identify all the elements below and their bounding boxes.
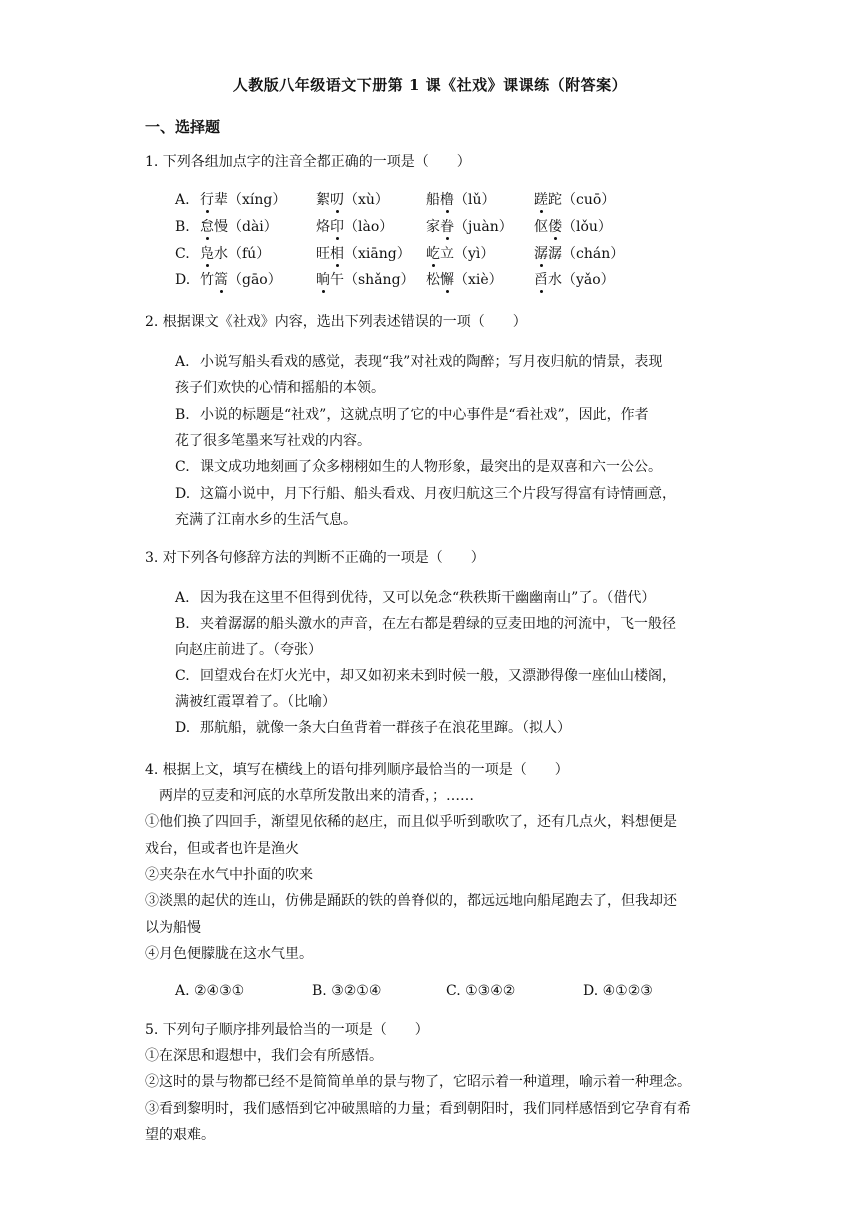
- item-pinyin: （xiè）: [454, 272, 503, 288]
- option-text: 那航船，就像一条大白鱼背着一群孩子在浪花里蹿。（拟人）: [200, 720, 571, 736]
- item-pre: 松: [426, 272, 440, 288]
- option-text-continued: 花了很多笔墨来写社戏的内容。: [175, 432, 371, 449]
- question-5-stem: 5. 下列句子顺序排列最恰当的一项是（ ）: [145, 1022, 429, 1038]
- option-item: [534, 244, 624, 264]
- dotted-character: 凫: [200, 246, 214, 262]
- item-pinyin: （lǒu）: [562, 219, 612, 235]
- option-letter: D.: [175, 272, 191, 288]
- dotted-character: 怠: [200, 219, 214, 235]
- item-pinyin: 慢（dài）: [214, 219, 278, 235]
- option-text: 因为我在这里不但得到优待，又可以免念“秩秩斯干幽幽南山”了。（借代）: [200, 590, 656, 606]
- option-item: [200, 217, 278, 237]
- option-letter: A.: [175, 354, 190, 370]
- item-pinyin: （juàn）: [454, 219, 513, 235]
- option-text: 课文成功地刻画了众多栩栩如生的人物形象，最突出的是双喜和六一公公。: [200, 459, 662, 476]
- option-item: [316, 270, 415, 290]
- question-4-stem: 4. 根据上文，填写在横线上的语句排列顺序最恰当的一项是（ ）: [145, 762, 569, 778]
- sentence-line: ②这时的景与物都已经不是简简单单的景与物了，它昭示着一种道理，喻示着一种理念。: [145, 1074, 691, 1091]
- option-item: [316, 244, 411, 264]
- item-pinyin: 跎（cuō）: [548, 192, 616, 208]
- item-pre: 船: [426, 192, 440, 208]
- option-letter: C.: [175, 668, 190, 684]
- option-item: [316, 217, 393, 237]
- option-text-continued: 向赵庄前进了。（夸张）: [175, 642, 322, 658]
- passage-line: ③淡黑的起伏的连山，仿佛是踊跃的铁的兽脊似的，都远远地向船尾跑去了，但我却还: [145, 893, 677, 910]
- item-pre: 竹: [200, 272, 214, 288]
- item-pinyin: （lǔ）: [454, 192, 496, 208]
- option-letter: B.: [175, 219, 190, 235]
- answer-option: A. ②④③①: [175, 983, 245, 999]
- sentence-line: 望的艰难。: [145, 1126, 215, 1143]
- option-letter: C.: [175, 246, 190, 262]
- dotted-character: 屹: [426, 246, 440, 262]
- item-pinyin: （xù）: [344, 192, 389, 208]
- option-text: 这篇小说中，月下行船、船头看戏、月夜归航这三个片段写得富有诗情画意，: [200, 485, 676, 502]
- passage-line: ④月色便朦胧在这水气里。: [145, 945, 313, 962]
- option-letter: D.: [175, 720, 191, 736]
- option-text: 小说写船头看戏的感觉，表现“我”对社戏的陶醉；写月夜归航的情景，表现: [200, 354, 663, 370]
- answer-option: B. ③②①④: [312, 983, 382, 999]
- option-letter: D.: [175, 485, 191, 502]
- question-3-stem: 3. 对下列各句修辞方法的判断不正确的一项是（ ）: [145, 550, 485, 566]
- answer-option: D. ④①②③: [583, 983, 653, 999]
- item-pre: 家: [426, 219, 440, 235]
- sentence-line: ③看到黎明时，我们感悟到它冲破黑暗的力量；看到朝阳时，我们同样感悟到它孕育有希: [145, 1100, 691, 1117]
- option-letter: A.: [175, 192, 190, 208]
- item-pinyin: （lào）: [344, 219, 394, 235]
- option-item: [426, 217, 513, 237]
- item-pinyin: 潺（chán）: [548, 246, 625, 262]
- dotted-character: 潺: [534, 246, 548, 262]
- option-letter: B.: [175, 406, 190, 423]
- dotted-character: 舀: [534, 272, 548, 288]
- dotted-character: 橹: [440, 192, 454, 208]
- dotted-character: 印: [330, 219, 344, 235]
- option-item: [200, 190, 286, 210]
- dotted-character: 蹉: [534, 192, 548, 208]
- option-text: 小说的标题是“社戏”，这就点明了它的中心事件是“看社戏”，因此，作者: [200, 406, 649, 423]
- item-pinyin: 水（fú）: [214, 246, 271, 262]
- option-item: [200, 270, 282, 290]
- item-pinyin: 辈（xíng）: [214, 192, 287, 208]
- option-text-continued: 孩子们欢快的心情和摇船的本领。: [175, 380, 385, 397]
- sentence-line: ①在深思和遐想中，我们会有所感悟。: [145, 1048, 383, 1064]
- dotted-character: 行: [200, 192, 214, 208]
- option-letter: A.: [175, 590, 190, 606]
- option-item: [316, 190, 389, 210]
- passage-line: 两岸的豆麦和河底的水草所发散出来的清香，；……: [145, 788, 474, 804]
- item-pinyin: （xiāng）: [344, 246, 411, 262]
- option-item: [534, 217, 612, 237]
- option-letter: C.: [175, 459, 190, 476]
- option-item: [534, 190, 615, 210]
- item-pinyin: 水（yǎo）: [548, 272, 615, 288]
- option-item: [426, 270, 503, 290]
- option-text: 夹着潺潺的船头激水的声音，在左右都是碧绿的豆麦田地的河流中，飞一般径: [200, 616, 676, 632]
- option-item: [426, 190, 496, 210]
- option-text-continued: 满被红霞罩着了。（比喻）: [175, 694, 336, 710]
- document-title: 人教版八年级语文下册第 1 课《社戏》课课练（附答案）: [232, 76, 628, 94]
- item-pre: 旺: [316, 246, 330, 262]
- option-letter: B.: [175, 616, 190, 632]
- item-pinyin: 午（shǎng）: [330, 272, 415, 288]
- passage-line: 戏台，但或者也许是渔火: [145, 840, 299, 857]
- dotted-character: 眷: [440, 219, 454, 235]
- option-item: [426, 244, 494, 264]
- item-pre: 絮: [316, 192, 330, 208]
- section-heading: 一、选择题: [145, 118, 221, 136]
- option-text-continued: 充满了江南水乡的生活气息。: [175, 511, 357, 528]
- question-1-stem: 1. 下列各组加点字的注音全都正确的一项是（ ）: [145, 154, 471, 170]
- dotted-character: 叨: [330, 192, 344, 208]
- item-pre: 伛: [534, 219, 548, 235]
- dotted-character: 偻: [548, 219, 562, 235]
- dotted-character: 篙: [214, 272, 228, 288]
- dotted-character: 相: [330, 246, 344, 262]
- answer-option: C. ①③④②: [446, 983, 516, 999]
- item-pre: 烙: [316, 219, 330, 235]
- item-pinyin: 立（yì）: [440, 246, 495, 262]
- question-2-stem: 2. 根据课文《社戏》内容，选出下列表述错误的一项（ ）: [145, 314, 527, 330]
- passage-line: 以为船慢: [145, 919, 201, 936]
- passage-line: ①他们换了四回手，渐望见依稀的赵庄，而且似乎听到歌吹了，还有几点火，料想便是: [145, 814, 677, 831]
- option-item: [200, 244, 270, 264]
- dotted-character: 懈: [440, 272, 454, 288]
- dotted-character: 晌: [316, 272, 330, 288]
- item-pinyin: （gāo）: [228, 272, 282, 288]
- passage-line: ②夹杂在水气中扑面的吹来: [145, 866, 313, 883]
- option-item: [534, 270, 615, 290]
- option-text: 回望戏台在灯火光中，却又如初来未到时候一般，又漂渺得像一座仙山楼阁，: [200, 668, 676, 684]
